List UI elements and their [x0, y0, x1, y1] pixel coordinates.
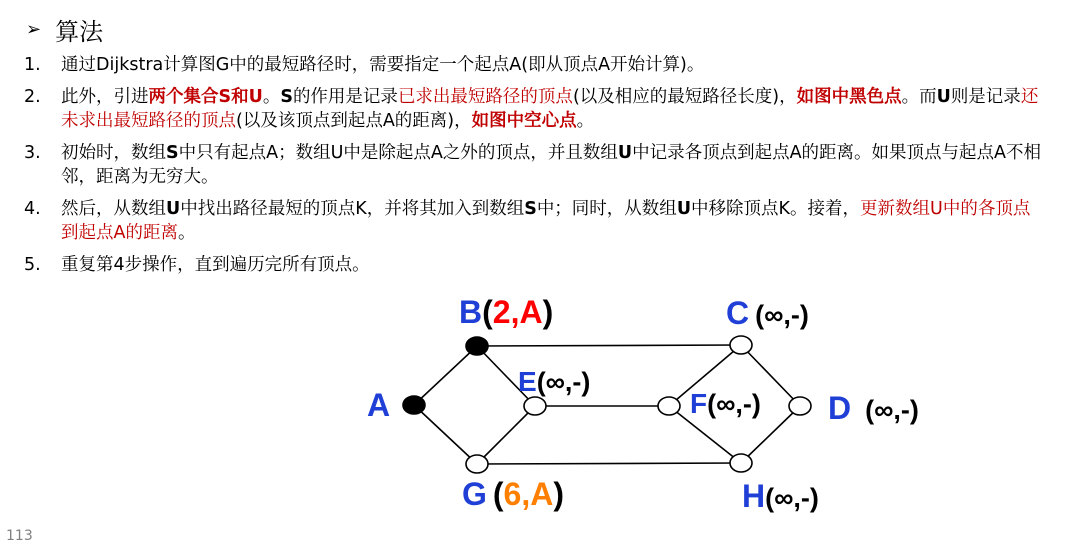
text-segment: 通过Dijkstra计算图G中的最短路径时，需要指定一个起点A(即从顶点A开始计算)。: [61, 55, 705, 75]
text-segment: 。而: [901, 87, 937, 107]
item-number: 4.: [24, 199, 41, 219]
text-segment: S: [166, 143, 179, 163]
text-segment: 。: [576, 111, 595, 131]
text-segment: 中记录各顶点到起点A的距离。如果顶点与起点A不相邻，距离为无穷大。: [61, 143, 1042, 187]
label-d-letter: D: [828, 390, 852, 426]
node-f: [658, 397, 680, 415]
text-segment: 则是记录: [950, 87, 1021, 107]
node-c: [730, 336, 752, 354]
text-segment: S: [280, 87, 293, 107]
text-segment: 重复第4步操作，直到遍历完所有顶点。: [61, 255, 370, 275]
node-labels: [367, 294, 919, 514]
text-segment: 中找出路径最短的顶点K，并将其加入到数组: [180, 199, 525, 219]
text-segment: 还未求出最短路径的顶点: [61, 87, 1039, 131]
node-a: [403, 396, 425, 414]
title-text: 算法: [55, 18, 104, 46]
label-a-letter: A: [367, 387, 391, 423]
text-segment: 更新数组U中的各顶点到起点A的距离: [61, 199, 1031, 243]
text-segment: 中只有起点A；数组U中是除起点A之外的顶点，并且数组: [178, 143, 618, 163]
text-segment: U: [936, 87, 951, 107]
label-c: [726, 295, 809, 331]
node-g: [466, 455, 488, 473]
node-e: [524, 397, 546, 415]
item-number: 1.: [24, 55, 41, 75]
text-segment: (以及该顶点到起点A的距离)，: [236, 111, 472, 131]
label-f-value: (∞,-): [707, 389, 761, 419]
label-f: [690, 388, 761, 419]
edge-g-h: [477, 463, 741, 464]
text-segment: 如图中黑色点: [796, 87, 902, 107]
text-segment: 中；同时，从数组: [536, 199, 677, 219]
edge-a-b: [414, 346, 477, 405]
node-h: [730, 454, 752, 472]
label-d: [828, 390, 919, 426]
text-segment: 。: [177, 223, 196, 243]
label-b-value: (2,A): [482, 294, 554, 330]
text-segment: 此外，引进: [61, 87, 149, 107]
text-segment: 已求出最短路径的顶点: [397, 87, 573, 107]
item-number: 2.: [24, 87, 41, 107]
label-h-value: (∞,-): [765, 483, 819, 513]
item-number: 3.: [24, 143, 41, 163]
text-segment: U: [166, 199, 181, 219]
node-b: [466, 337, 488, 355]
label-f-letter: F: [690, 388, 708, 419]
label-g: [462, 476, 564, 512]
label-c-value: (∞,-): [755, 300, 809, 330]
node-d: [789, 397, 811, 415]
text-segment: 两个集合S和U: [148, 87, 263, 107]
text-segment: 初始时，数组: [61, 143, 166, 163]
page-number: 113: [6, 528, 33, 544]
label-e-letter: E: [518, 366, 537, 397]
label-g-letter: G: [462, 476, 487, 512]
item-number: 5.: [24, 255, 41, 275]
text-segment: 。: [262, 87, 281, 107]
text-segment: U: [617, 143, 633, 163]
label-g-value: (6,A): [492, 476, 564, 512]
label-c-letter: C: [726, 295, 750, 331]
label-e-value: (∞,-): [536, 367, 591, 397]
text-segment: S: [524, 199, 537, 219]
arrow-bullet-icon: ➢: [26, 19, 42, 40]
edge-g-e: [477, 406, 535, 464]
label-b: [459, 294, 553, 330]
text-segment: 中移除顶点K。接着，: [691, 199, 861, 219]
text-segment: (以及相应的最短路径长度)，: [572, 87, 797, 107]
label-b-letter: B: [459, 294, 483, 330]
label-d-value: (∞,-): [865, 395, 919, 425]
label-h: [742, 478, 819, 514]
edge-a-g: [414, 405, 477, 464]
label-e: [518, 366, 590, 397]
text-segment: 如图中空心点: [471, 111, 577, 131]
text-segment: 然后，从数组: [61, 199, 166, 219]
text-segment: U: [676, 199, 692, 219]
text-segment: 的作用是记录: [292, 87, 398, 107]
label-h-letter: H: [742, 478, 766, 514]
edge-b-c: [477, 345, 741, 346]
